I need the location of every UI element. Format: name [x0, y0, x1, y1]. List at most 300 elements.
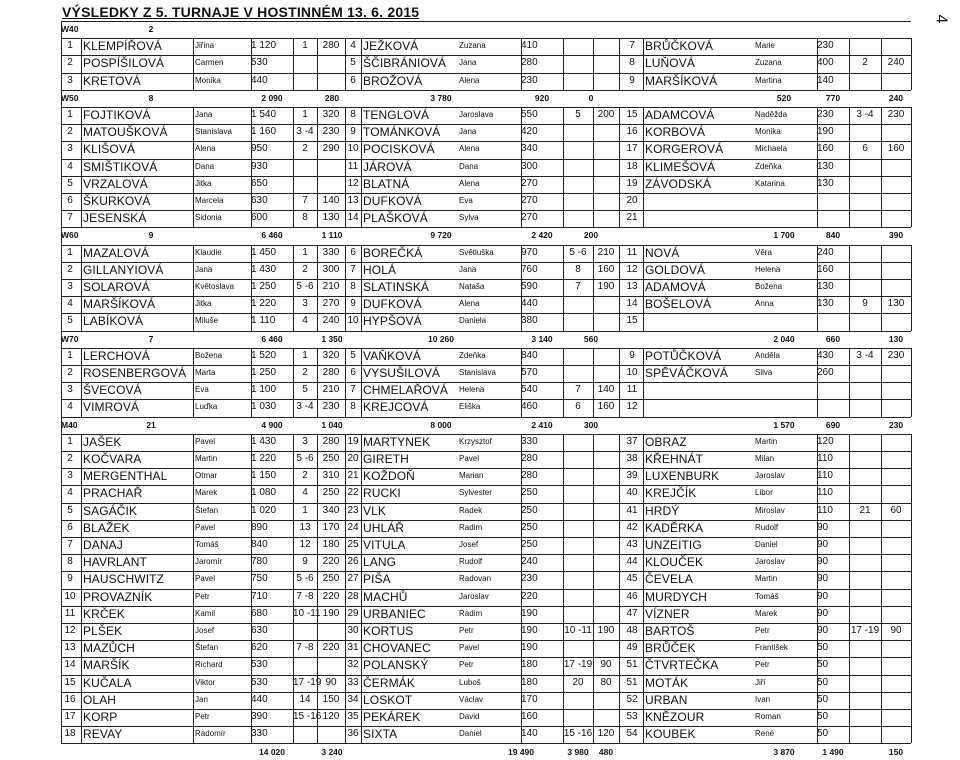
- score-3: 130: [817, 160, 834, 172]
- header-sum2: 1 040: [321, 419, 343, 430]
- column-divider: [317, 434, 318, 744]
- surname-2: POCISKOVÁ: [363, 142, 435, 157]
- rank-3: 41: [626, 504, 638, 516]
- points-1: [317, 623, 345, 639]
- place-1: 2: [302, 263, 308, 275]
- firstname-2: Alena: [459, 299, 480, 309]
- score-1: 630: [251, 625, 268, 636]
- points-2: 190: [597, 625, 615, 636]
- score-1: 1 220: [251, 298, 277, 310]
- firstname-2: Eva: [459, 196, 473, 205]
- place-3: [849, 468, 881, 484]
- column-divider: [193, 107, 194, 227]
- column-divider: [521, 245, 522, 331]
- points-2: 190: [597, 281, 615, 292]
- place-2: [563, 159, 593, 175]
- category-header: [61, 417, 911, 433]
- surname-3: KNĚZOUR: [645, 710, 705, 724]
- place-1: 4: [302, 315, 308, 327]
- place-1: 12: [299, 539, 311, 550]
- surname-2: CHOVANEC: [363, 641, 431, 656]
- header-sum5: 200: [583, 230, 599, 241]
- rank-3: 52: [626, 693, 638, 705]
- place-1: 5 -6: [296, 573, 314, 585]
- points-2: [593, 709, 619, 725]
- surname-3: ADAMOVÁ: [645, 280, 706, 294]
- points-3: [881, 726, 911, 742]
- rank-1: 3: [67, 74, 73, 86]
- points-1: 310: [322, 470, 340, 482]
- surname-2: PLAŠKOVÁ: [363, 211, 428, 226]
- score-3: [817, 313, 849, 329]
- score-3: 160: [817, 263, 834, 275]
- rank-2: 8: [350, 109, 356, 120]
- category-header: [61, 227, 911, 243]
- place-1: 7 -8: [296, 642, 314, 654]
- score-3: 110: [817, 504, 833, 516]
- surname-1: MARŠÍK: [83, 658, 130, 673]
- firstname-3: Roman: [755, 712, 781, 721]
- place-1: [293, 55, 317, 71]
- score-3: 90: [817, 556, 829, 568]
- rank-2: 11: [347, 160, 359, 172]
- firstname-1: Sidonia: [195, 213, 222, 223]
- firstname-2: Světluška: [459, 247, 494, 257]
- surname-3: [645, 210, 755, 226]
- place-3: 3 -4: [856, 109, 874, 120]
- points-1: 270: [322, 298, 340, 310]
- table-row: [61, 107, 911, 123]
- points-3: [881, 399, 911, 415]
- place-3: [849, 365, 881, 381]
- score-2: 250: [521, 539, 538, 550]
- rank-2: 27: [347, 573, 359, 585]
- firstname-1: Petr: [195, 712, 210, 721]
- surname-3: MARŠÍKOVÁ: [645, 73, 718, 88]
- surname-2: VAŇKOVÁ: [363, 348, 421, 363]
- rank-2: 4: [350, 40, 356, 52]
- points-3: [881, 709, 911, 725]
- header-sum8: 130: [888, 333, 904, 344]
- firstname-1: Kamil: [195, 608, 216, 618]
- place-3: [849, 520, 881, 536]
- place-1: 3: [302, 298, 308, 310]
- total-t7: 1 490: [822, 747, 844, 758]
- place-2: [563, 124, 593, 140]
- place-1: 3: [302, 435, 308, 447]
- score-3: [817, 193, 849, 209]
- place-3: [849, 571, 881, 587]
- surname-2: KOŽDOŇ: [363, 469, 415, 484]
- place-3: 9: [862, 298, 868, 310]
- surname-1: MERGENTHAL: [83, 469, 168, 484]
- surname-1: GILLANYIOVÁ: [83, 262, 164, 277]
- header-sum2: 1 110: [321, 230, 343, 241]
- place-1: 3 -4: [296, 126, 314, 138]
- place-3: [849, 726, 881, 742]
- rank-1: 18: [64, 728, 76, 740]
- points-3: [881, 176, 911, 192]
- table-row: [61, 657, 911, 673]
- score-3: 90: [817, 590, 829, 602]
- surname-3: LUXENBURK: [645, 469, 720, 484]
- place-2: [563, 709, 593, 725]
- place-1: [293, 726, 317, 742]
- rank-2: 34: [347, 693, 359, 705]
- surname-1: LERCHOVÁ: [83, 348, 150, 363]
- rank-2: 9: [350, 298, 356, 310]
- place-2: [563, 348, 593, 364]
- surname-3: URBAN: [645, 692, 688, 707]
- score-2: 250: [521, 504, 538, 516]
- firstname-3: Jiří: [755, 677, 766, 687]
- firstname-3: Marie: [755, 41, 776, 51]
- header-sum8: [881, 21, 911, 37]
- column-divider: [849, 348, 850, 417]
- firstname-3: Jaroslav: [755, 557, 785, 567]
- firstname-3: Milan: [755, 454, 775, 463]
- place-3: [849, 399, 881, 415]
- points-3: [881, 124, 911, 140]
- column-divider: [61, 90, 62, 228]
- header-sum6: 1 570: [773, 419, 795, 430]
- firstname-2: Eliška: [459, 402, 481, 412]
- column-divider: [61, 227, 62, 330]
- firstname-1: Jaromír: [195, 557, 223, 567]
- rank-1: 16: [64, 693, 76, 705]
- header-sum7: 770: [825, 92, 841, 103]
- place-3: [849, 434, 881, 450]
- surname-2: DUFKOVÁ: [363, 194, 422, 208]
- points-2: 160: [597, 263, 615, 275]
- table-row: [61, 537, 911, 553]
- points-3: 160: [887, 143, 905, 155]
- points-2: [593, 554, 619, 570]
- place-3: [849, 159, 881, 175]
- rank-2: 21: [347, 470, 359, 482]
- rank-3: 15: [626, 315, 638, 327]
- points-2: [593, 503, 619, 519]
- column-divider: [619, 245, 620, 331]
- score-1: 950: [251, 143, 268, 155]
- firstname-1: Carmen: [195, 58, 224, 68]
- table-row: [61, 124, 911, 140]
- points-3: [881, 520, 911, 536]
- rank-3: 11: [626, 246, 638, 258]
- surname-1: FOJTIKOVÁ: [83, 108, 151, 122]
- rank-3: 45: [626, 573, 638, 585]
- header-sum8: 240: [888, 92, 904, 103]
- points-3: [881, 451, 911, 467]
- place-3: [849, 279, 881, 295]
- rank-2: 14: [347, 212, 359, 224]
- firstname-2: Luboš: [459, 677, 481, 687]
- total-t3: 19 490: [508, 747, 534, 758]
- firstname-1: Jitka: [195, 299, 212, 309]
- firstname-1: Dana: [195, 161, 215, 171]
- rank-3: 11: [626, 384, 638, 396]
- place-2: [563, 210, 593, 226]
- rank-3: 21: [626, 212, 638, 224]
- surname-1: OLAH: [83, 692, 117, 707]
- rank-1: 14: [64, 659, 76, 671]
- place-3: [849, 537, 881, 553]
- place-3: 17 -19: [850, 625, 880, 636]
- rank-2: 6: [350, 246, 356, 258]
- rank-1: 10: [64, 590, 76, 602]
- points-2: [593, 434, 619, 450]
- place-1: 8: [302, 212, 308, 224]
- header-sum2: 280: [324, 92, 340, 103]
- place-1: 4: [302, 487, 308, 499]
- place-3: [849, 38, 881, 54]
- column-divider: [643, 434, 644, 744]
- place-3: [849, 657, 881, 673]
- firstname-2: Pavel: [459, 454, 480, 463]
- score-1: 1 450: [251, 246, 277, 258]
- score-3: 50: [817, 659, 829, 671]
- surname-2: VYSUŠILOVÁ: [363, 366, 441, 380]
- score-1: 530: [251, 676, 268, 688]
- place-1: 14: [299, 693, 311, 705]
- surname-1: LABÍKOVÁ: [83, 314, 144, 329]
- column-divider: [193, 348, 194, 417]
- place-1: 1: [302, 40, 308, 52]
- surname-3: [645, 382, 755, 398]
- score-1: 1 430: [251, 435, 277, 447]
- score-1: 1 080: [251, 487, 277, 499]
- firstname-1: Jana: [195, 110, 213, 119]
- table-row: [61, 365, 911, 381]
- score-3: 130: [817, 281, 834, 292]
- column-divider: [293, 348, 294, 417]
- rank-3: 19: [626, 177, 638, 189]
- column-divider: [643, 107, 644, 227]
- score-2: 440: [521, 298, 538, 310]
- points-3: [881, 589, 911, 605]
- table-row: [61, 640, 911, 656]
- rank-1: 4: [67, 298, 73, 310]
- surname-3: ZÁVODSKÁ: [645, 176, 712, 191]
- score-2: 190: [521, 642, 538, 654]
- total-t4: 3 980: [567, 747, 589, 758]
- surname-1: PROVAZNÍK: [83, 589, 153, 604]
- column-divider: [345, 245, 346, 331]
- place-1: 13: [299, 521, 311, 533]
- firstname-3: Michaela: [755, 144, 788, 154]
- surname-1: KOČVARA: [83, 452, 142, 466]
- rank-3: 7: [629, 40, 635, 52]
- place-2: [563, 692, 593, 708]
- table-row: [61, 55, 911, 71]
- points-2: [593, 692, 619, 708]
- surname-2: MARTYNEK: [363, 434, 431, 449]
- column-divider: [81, 348, 82, 417]
- surname-2: KREJCOVÁ: [363, 400, 429, 415]
- firstname-2: Jaroslav: [459, 591, 489, 601]
- place-1: [293, 73, 317, 89]
- surname-3: LUŇOVÁ: [645, 56, 695, 71]
- rank-3: 20: [626, 195, 638, 206]
- column-divider: [849, 434, 850, 744]
- points-3: 90: [890, 625, 902, 636]
- score-3: 50: [817, 642, 829, 654]
- points-1: 330: [322, 246, 340, 258]
- firstname-1: Eva: [195, 385, 209, 395]
- table-row: [61, 176, 911, 192]
- table-row: [61, 520, 911, 536]
- firstname-1: Pavel: [195, 522, 216, 532]
- table-row: [61, 245, 911, 261]
- column-divider: [81, 245, 82, 331]
- header-sum5: 300: [583, 419, 599, 430]
- column-divider: [251, 245, 252, 331]
- place-3: 2: [862, 57, 868, 69]
- score-1: 890: [251, 521, 268, 533]
- points-3: [881, 434, 911, 450]
- header-sum5: 0: [588, 92, 594, 103]
- place-1: 2: [302, 367, 308, 378]
- rank-2: 24: [347, 521, 359, 533]
- rank-3: 12: [626, 401, 638, 413]
- rank-3: 9: [629, 74, 635, 86]
- rank-2: 13: [347, 195, 359, 206]
- points-3: [881, 365, 911, 381]
- surname-2: RUCKI: [363, 486, 401, 501]
- score-2: 170: [521, 693, 538, 705]
- score-2: 180: [521, 659, 538, 671]
- rank-2: 29: [347, 607, 359, 619]
- column-divider: [593, 245, 594, 331]
- place-3: [849, 124, 881, 140]
- rank-2: 5: [350, 57, 356, 69]
- firstname-3: Silva: [755, 368, 773, 377]
- firstname-1: Monika: [195, 75, 221, 85]
- rank-1: 4: [67, 160, 73, 172]
- place-3: [849, 193, 881, 209]
- rank-3: 12: [626, 263, 638, 275]
- total-t2: 3 240: [321, 747, 343, 758]
- surname-1: JAŠEK: [83, 434, 122, 449]
- points-1: [317, 726, 345, 742]
- column-divider: [563, 38, 564, 90]
- score-1: 750: [251, 573, 268, 585]
- surname-2: DUFKOVÁ: [363, 297, 422, 312]
- place-1: 1: [302, 109, 308, 120]
- place-2: [563, 365, 593, 381]
- table-row: [61, 434, 911, 450]
- surname-1: KRETOVÁ: [83, 73, 141, 88]
- column-divider: [317, 245, 318, 331]
- column-divider: [911, 245, 912, 331]
- surname-1: HAUSCHWITZ: [83, 572, 164, 587]
- header-sum7: 690: [825, 419, 841, 430]
- table-row: [61, 38, 911, 54]
- header-sum6: 520: [776, 92, 792, 103]
- surname-2: CHMELAŘOVÁ: [363, 383, 449, 398]
- firstname-2: Zuzana: [459, 41, 486, 51]
- column-divider: [317, 107, 318, 227]
- rank-3: 42: [626, 521, 638, 533]
- score-2: 380: [521, 315, 538, 327]
- place-1: 2: [302, 470, 308, 482]
- surname-3: BOŠELOVÁ: [645, 297, 712, 312]
- score-1: 1 100: [251, 384, 277, 396]
- points-1: 280: [322, 367, 340, 378]
- header-sum7: 840: [825, 230, 841, 241]
- place-3: [849, 262, 881, 278]
- surname-3: KLIMEŠOVÁ: [645, 159, 716, 174]
- rank-2: 9: [350, 126, 356, 138]
- firstname-1: Jan: [195, 694, 208, 704]
- firstname-1: Miluše: [195, 316, 219, 326]
- place-1: [293, 159, 317, 175]
- firstname-3: Naděžda: [755, 110, 788, 119]
- place-1: 1: [302, 349, 308, 361]
- points-3: 240: [887, 57, 905, 69]
- column-divider: [911, 348, 912, 417]
- column-divider: [849, 107, 850, 227]
- score-2: 460: [521, 401, 538, 413]
- points-3: [881, 73, 911, 89]
- score-2: 270: [521, 212, 538, 224]
- header-sum3: 10 260: [428, 333, 454, 344]
- column-divider: [81, 38, 82, 90]
- rank-2: 28: [347, 590, 359, 602]
- score-2: 190: [521, 607, 538, 619]
- rank-1: 1: [67, 40, 73, 52]
- header-cat: W60: [61, 230, 79, 241]
- firstname-1: Marcela: [195, 196, 224, 205]
- rank-1: 5: [67, 315, 73, 327]
- rank-2: 26: [347, 556, 359, 568]
- rank-3: 39: [626, 470, 638, 482]
- surname-2: SIXTA: [363, 727, 398, 742]
- points-1: 300: [322, 263, 340, 275]
- points-3: [881, 210, 911, 226]
- rank-3: 46: [626, 590, 638, 602]
- rank-3: 16: [626, 126, 638, 138]
- column-divider: [317, 348, 318, 417]
- score-1: 780: [251, 556, 268, 568]
- score-1: 1 430: [251, 263, 277, 275]
- rank-2: 30: [347, 625, 359, 636]
- table-row: [61, 623, 911, 639]
- rank-1: 5: [67, 504, 73, 516]
- place-3: [849, 210, 881, 226]
- header-sum1: 6 460: [261, 230, 283, 241]
- place-3: 21: [859, 504, 871, 516]
- column-divider: [345, 348, 346, 417]
- rank-1: 3: [67, 384, 73, 396]
- points-1: 280: [322, 40, 340, 52]
- firstname-3: Martin: [755, 436, 778, 446]
- rank-3: 48: [626, 625, 638, 636]
- rank-2: 19: [347, 435, 359, 447]
- place-2: [563, 520, 593, 536]
- rank-1: 1: [67, 349, 73, 361]
- points-2: [593, 606, 619, 622]
- surname-3: KOUBEK: [645, 727, 696, 742]
- rank-1: 1: [67, 435, 73, 447]
- place-1: 10 -11: [293, 607, 321, 619]
- header-cat: W40: [61, 24, 79, 34]
- score-3: 90: [817, 521, 829, 533]
- points-1: [317, 176, 345, 192]
- firstname-2: Rudolf: [459, 557, 483, 567]
- place-2: 5 -6: [569, 246, 587, 258]
- table-row: [61, 589, 911, 605]
